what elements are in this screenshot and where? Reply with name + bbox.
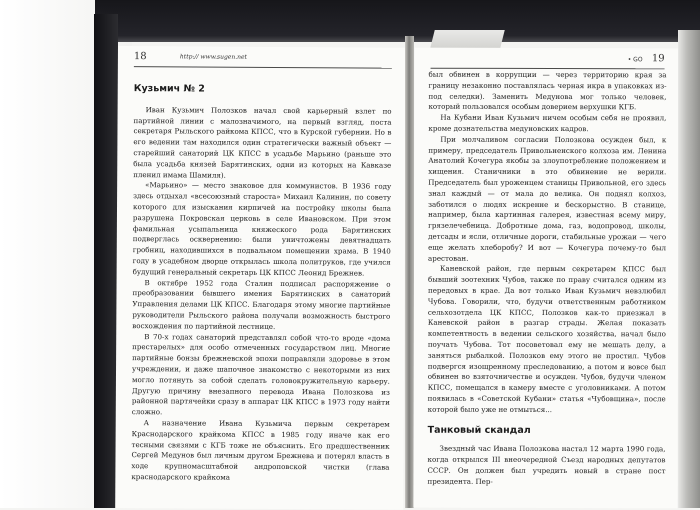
paragraph: Иван Кузьмич Полозков начал свой карьерный взлет по партийной линии с малозначимого, на первый взгляд, поста секретаря Рыльского райкома КПСС, что в Курской губернии. Но в его ведении там находился один стратегически важный объект — старейший санаторий ЦК КПСС в усадьбе Марьино (раньше это была усадьба князей Барятинских, одни из которых на Кавказе пленил имама Шамиля). [133,104,392,180]
paragraph: А назначение Ивана Кузьмича первым секретарем Краснодарского крайкома КПСС в 1985 году иначе как его тесными связями с КГБ тоже не объяснить. Его предшественник Сергей Медунов был личным другом Брежнева и потерял власть в ходе крупномасштабной андроповской чистки (глава краснодарского крайкома [131,418,390,482]
left-page-header [133,51,392,69]
section-heading: Танковый скандал [427,424,531,436]
paragraph: В 70-х годах санаторий представлял собой что-то вроде «дома престарелых» для особо отмеченных государством лиц. Многие партийные бонзы брежневской эпохи поправляли здоровье в этом учреждении, и даже шапочное знакомство с некоторыми из них могло потянуть за собой сделать головокружительную карьеру. Другую причину внезапного перевода Ивана Полозкова из районной партячейки сразу в аппарат ЦК КПСС в 1973 году найти сложно. [131,331,391,417]
paragraph: был обвинен в коррупции — через территорию края за границу незаконно поставлялась черная икра в упаковках из-под селедки). Заменить Медунова мог только человек, который пользовался особым доверием верхушки КГБ. [428,69,667,112]
paragraph: В октябре 1952 года Сталин подписал распоряжение о преобразовании бывшего имения Барятинских в санаторий Управления делами ЦК КПСС. Благодаря этому многие партийные руководители Рыльского района получали возможность быстрого восхождения по партийной лестнице. [132,277,391,331]
header-mark: • GO [627,56,643,64]
paragraph: «Марьино» — место знаковое для коммунистов. В 1936 году здесь отдыхал «всесоюзный староста» Михаил Калинин, по совету которого для изыскания кирпичей на постройку школы была разрушена Покровская церковь в селе Ивановском. При этом фамильная усыпальница княжеского рода Барятинских подверглась осквернению: были уничтожены девятнадцать гробниц, находившихся в подвальном помещении храма. В 1940 году в усадебном дворце открылась школа политруков, где учился будущий генеральный секретарь ЦК КПСС Леонид Брежнев. [132,180,392,278]
right-page-header [431,53,665,70]
right-page [413,48,678,509]
page-stack-edge [678,30,700,508]
left-page [115,46,406,510]
page-number: 18 [133,51,147,63]
paragraph: При молчаливом согласии Полозкова осужден был, к примеру, председатель Привольненского колхоза им. Ленина Анатолий Кочегура якобы за злоупотребление положением и хищения. Станичники в это обвинение не верили. Председатель был уроженцем станицы Привольной, его здесь знал каждый — от мала до велика. Он поднял колхоз, заботился о людях искренне и бескорыстно. В станице, например, была картинная галерея, известная всему миру, грязелечебница. Добротные дома, газ, водопровод, школы, детсады и ясли, отличные дороги, стабильные урожаи — чего еще желать хлеборобу? И вот — Кочегура почему-то был арестован. [428,134,667,263]
left-page-text [131,84,391,484]
paragraph: Каневской район, где первым секретарем КПСС был бывший зоотехник Чубов, также по праву считался одним из передовых в крае. Да вот только Иван Кузьмич невзлюбил Чубова. Говорили, что, будучи ответственным работником сельхозотдела ЦК КПСС, Полозков как-то приезжал в Каневской район в разгар страды. Желая показать компетентность в ведении сельского хозяйства, начал было поучать Чубова. Тот посоветовал ему не мешать делу, а заняться рыбалкой. Полозков ему этого не простил. Чубов подвергся изощренному преследованию, а потом и вовсе был обвинен во взяточничестве и осужден. Чубов, будучи членом КПСС, помещался в камеру вместе с уголовниками. А потом появилась в «Советской Кубани» статья «Чубовщина», после которой было уже не отмыться... [427,264,667,414]
right-page-text [427,70,666,488]
paragraph: Звездный час Ивана Полозкова настал 12 марта 1990 года, когда открылся III внеочередной Съезд народных депутатов СССР. Он должен был учредить новый в стране пост президента. Пер- [427,444,666,486]
book-cover-edge [94,14,118,508]
chapter-heading: Кузьмич № 2 [133,83,205,95]
book-cover-top [95,0,700,42]
page-number: 19 [651,53,665,65]
page-url: http:// www.sugen.net [179,53,248,61]
paragraph: На Кубани Иван Кузьмич ничем особым себя не проявил, кроме дознательства медуновских кадров. [428,112,667,134]
